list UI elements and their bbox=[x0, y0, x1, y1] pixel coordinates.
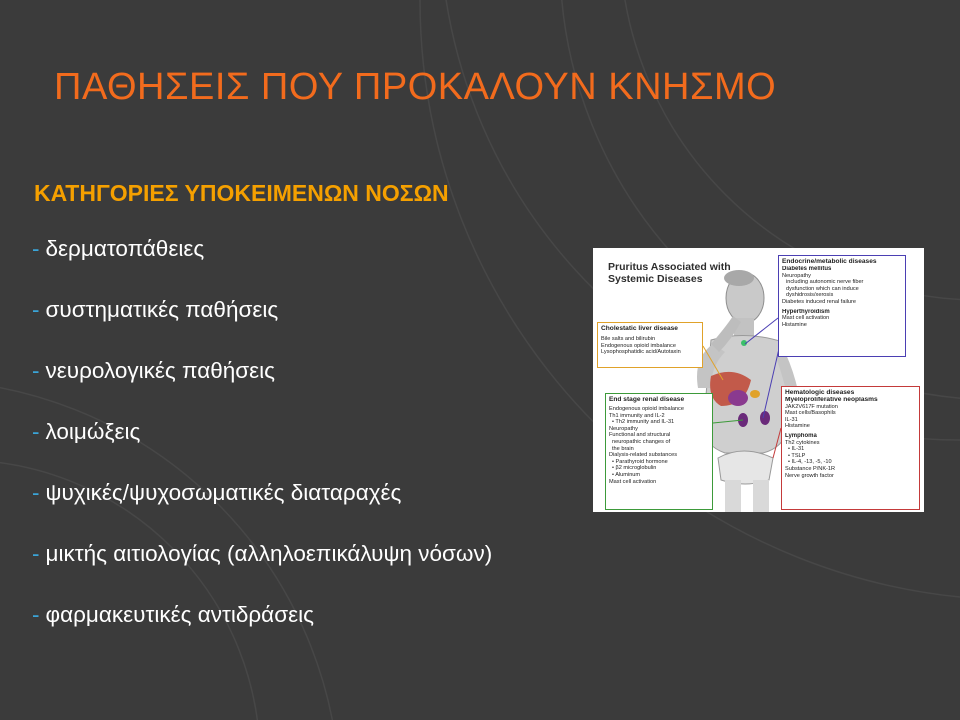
list-item bbox=[32, 415, 492, 476]
list-item-text: δερματοπάθειες bbox=[45, 236, 205, 261]
renal-line: Dialysis-related substances bbox=[609, 452, 678, 459]
cholestatic-line: Bile salts and bilirubin bbox=[601, 336, 656, 342]
hematologic-line: JAK2V617F mutation bbox=[785, 403, 838, 410]
renal-line: Neuropathy bbox=[609, 425, 638, 432]
hematologic-heading: Hematologic diseases bbox=[785, 389, 855, 396]
hematologic-line: IL-31 bbox=[785, 416, 798, 423]
list-item bbox=[32, 232, 492, 293]
renal-line: • Th2 immunity and IL-31 bbox=[612, 419, 675, 426]
bullet-dash: - bbox=[32, 480, 40, 505]
list-item bbox=[32, 354, 492, 415]
hematologic-line: • TSLP bbox=[788, 452, 806, 459]
bullet-dash: - bbox=[32, 358, 40, 383]
bullet-dash: - bbox=[32, 236, 40, 261]
list-item-text: ψυχικές/ψυχοσωματικές διαταραχές bbox=[45, 480, 402, 505]
list-item bbox=[32, 598, 492, 659]
hematologic-sub2: Lymphoma bbox=[785, 432, 817, 439]
renal-line: Th1 immunity and IL-2 bbox=[609, 412, 665, 419]
list-item-text: μικτής αιτιολογίας (αλληλοεπικάλυψη νόσων) bbox=[45, 541, 493, 566]
endocrine-line: Diabetes induced renal failure bbox=[782, 298, 857, 305]
renal-line: • Parathyroid hormone bbox=[612, 458, 668, 465]
bullet-dash: - bbox=[32, 297, 40, 322]
endocrine-line: Neuropathy bbox=[782, 272, 811, 279]
hematologic-line: Mast cells/Basophils bbox=[785, 410, 836, 417]
hematologic-line: • IL-4, -13, -5, -10 bbox=[788, 459, 832, 466]
hematologic-line: Histamine bbox=[785, 423, 810, 430]
cholestatic-line: Lysophosphatidic acid/Autotaxin bbox=[601, 349, 681, 356]
endocrine-sub2: Hyperthyroidism bbox=[782, 308, 830, 315]
renal-line: neuropathic changes of bbox=[612, 438, 671, 445]
list-item bbox=[32, 476, 492, 537]
hematologic-line: Substance P/NK-1R bbox=[785, 465, 836, 472]
hematologic-line: • IL-31 bbox=[788, 446, 805, 453]
renal-line: Mast cell activation bbox=[609, 478, 657, 485]
hematologic-sub1: Myeloproliferative neoplasms bbox=[785, 397, 878, 403]
pruritus-figure bbox=[593, 248, 924, 512]
endocrine-line: Histamine bbox=[782, 321, 807, 328]
slide-title: ΠΑΘΗΣΕΙΣ ΠΟΥ ΠΡΟΚΑΛΟΥΝ ΚΝΗΣΜΟ bbox=[54, 66, 777, 108]
bullet-dash: - bbox=[32, 602, 40, 627]
endocrine-line: including autonomic nerve fiber bbox=[786, 279, 864, 286]
renal-heading: End stage renal disease bbox=[609, 396, 685, 403]
hematologic-line: Th2 cytokines bbox=[785, 439, 820, 446]
figure-title: Pruritus Associated with Systemic Diseases bbox=[608, 261, 731, 285]
endocrine-line: dysfunction which can induce bbox=[786, 285, 859, 292]
renal-line: Endogenous opioid imbalance bbox=[609, 406, 684, 412]
cholestatic-line: Endogenous opioid imbalance bbox=[601, 342, 676, 349]
endocrine-sub1: Diabetes mellitus bbox=[782, 266, 832, 272]
list-item bbox=[32, 537, 492, 598]
renal-line: • β2 microglobulin bbox=[612, 465, 657, 472]
endocrine-box bbox=[778, 255, 906, 357]
hematologic-box bbox=[781, 386, 920, 510]
endocrine-heading: Endocrine/metabolic diseases bbox=[782, 258, 877, 265]
list-item bbox=[32, 293, 492, 354]
list-item-text: λοιμώξεις bbox=[45, 419, 141, 444]
bullet-list bbox=[32, 232, 492, 659]
endocrine-line: Mast cell activation bbox=[782, 315, 830, 322]
endocrine-line: dyshidrosis/xerosis bbox=[786, 292, 834, 299]
renal-line: the brain bbox=[612, 445, 634, 452]
list-item-text: φαρμακευτικές αντιδράσεις bbox=[45, 602, 314, 627]
cholestatic-box bbox=[597, 322, 703, 368]
renal-line: Functional and structural bbox=[609, 432, 671, 439]
list-item-text: συστηματικές παθήσεις bbox=[45, 297, 279, 322]
hematologic-line: Nerve growth factor bbox=[785, 472, 834, 479]
bullet-dash: - bbox=[32, 419, 40, 444]
bullet-dash: - bbox=[32, 541, 40, 566]
slide-subtitle: ΚΑΤΗΓΟΡΙΕΣ ΥΠΟΚΕΙΜΕΝΩΝ ΝΟΣΩΝ bbox=[34, 180, 449, 206]
renal-box bbox=[605, 393, 713, 510]
cholestatic-heading: Cholestatic liver disease bbox=[601, 325, 678, 332]
list-item-text: νευρολογικές παθήσεις bbox=[45, 358, 276, 383]
renal-line: • Aluminum bbox=[612, 471, 641, 478]
